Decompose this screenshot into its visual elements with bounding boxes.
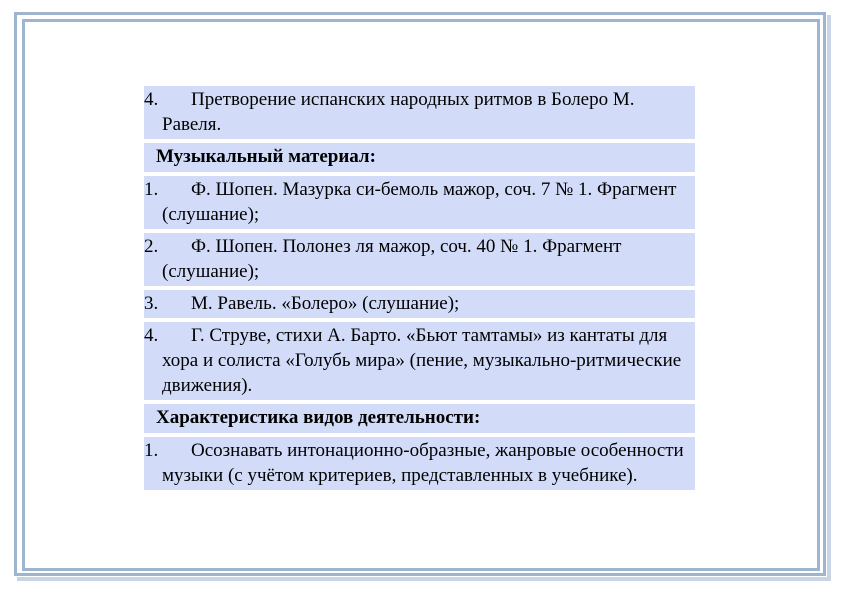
material-heading-block [144,143,695,172]
item-number: 4. [144,89,159,110]
slide-content [144,86,695,494]
item-number: 4. [144,325,159,346]
material-item-3 [144,290,695,318]
item-number: 2. [144,236,159,257]
item-number: 1. [144,440,159,461]
item-text: Осознавать интонационно-образные, жанровые особенности музыки (с учётом критериев, представленных в учебнике). [162,440,684,486]
activity-heading: Характеристика видов деятельности: [156,407,481,428]
slide-frame-shadow-right [827,15,831,577]
material-heading: Музыкальный материал: [156,146,376,167]
material-item-4-block [144,322,695,400]
item-number: 3. [144,293,159,314]
item-text: Ф. Шопен. Полонез ля мажор, соч. 40 № 1. Фрагмент (слушание); [162,236,622,282]
material-item-2-block [144,233,695,286]
activity-item-1 [144,437,695,490]
item-text: Претворение испанских народных ритмов в Болеро М. Равеля. [162,89,635,135]
material-item-2 [144,233,695,286]
slide-frame-shadow-bottom [17,577,831,581]
activity-heading-block [144,404,695,433]
material-item-1 [144,176,695,229]
material-item-1-block [144,176,695,229]
topic-list [144,86,695,139]
activity-item-1-block [144,437,695,490]
item-text: Г. Струве, стихи А. Барто. «Бьют тамтамы» из кантаты для хора и солиста «Голубь мира» (пение, музыкально-ритмические движения). [162,325,682,396]
material-item-4 [144,322,695,400]
item-number: 1. [144,179,159,200]
topic-item-4 [144,86,695,139]
item-text: М. Равель. «Болеро» (слушание); [191,293,460,314]
material-item-3-block [144,290,695,318]
item-text: Ф. Шопен. Мазурка си-бемоль мажор, соч. 7 № 1. Фрагмент (слушание); [162,179,677,225]
